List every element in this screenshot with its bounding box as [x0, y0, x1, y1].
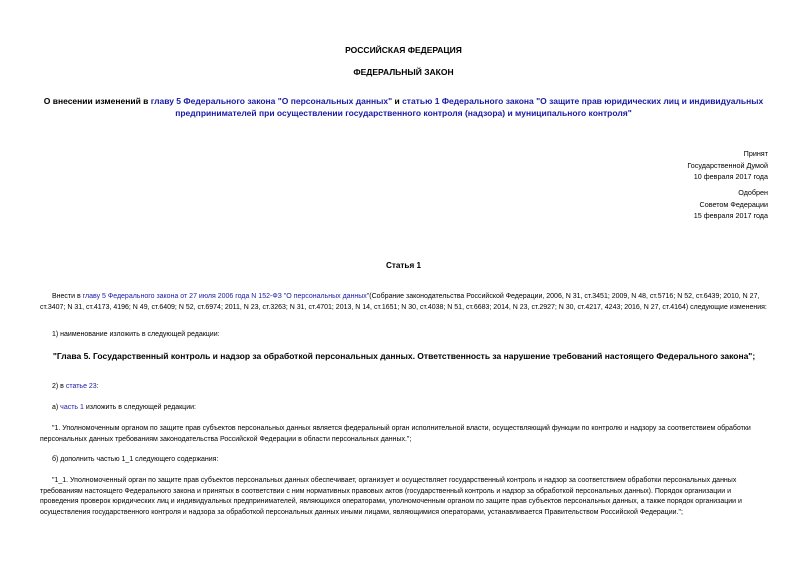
item-a-prefix: а): [52, 404, 61, 411]
law-title-link-chapter[interactable]: главу 5 Федерального закона "О персональных данных": [150, 96, 393, 106]
approved-block: [694, 187, 768, 222]
approved-body: Советом Федерации: [699, 199, 768, 209]
intro-prefix: Внести в: [52, 293, 83, 300]
adopted-date: 10 февраля 2017 года: [693, 172, 768, 181]
country-heading: РОССИЙСКАЯ ФЕДЕРАЦИЯ: [345, 45, 462, 55]
quote-part-1: "1. Уполномоченным органом по защите прав субъектов персональных данных является федеральный орган исполнительной власти, осуществляющий функции по контролю и надзору за соответствием обработки персональных данных требованиям законодательства Российской Федерации в области персональных данных.";: [40, 425, 751, 443]
law-title: [40, 95, 767, 119]
quote-part-1-1: "1_1. Уполномоченный орган по защите прав субъектов персональных данных обеспечивает, организует и осуществляет государственный контроль и надзор за соответствием обработки персональных данных требованиям настоящего Федерального закона и принятых в соответствии с ним нормативных правовых актов (государственный контроль и надзор за обработкой персональных данных). Порядок организации и проведения проверок юридических лиц и индивидуальных предпринимателей, являющихся операторами, уполномоченным органом по защите прав субъектов персональных данных, а также порядок организации и осуществления государственного контроля и надзора за обработкой персональных данных иными лицами, являющимися операторами, устанавливается Правительством Российской Федерации.";: [40, 477, 742, 516]
article-intro: [40, 292, 768, 313]
item-2-prefix: 2) в: [52, 383, 66, 390]
law-title-mid: и: [392, 96, 403, 106]
chapter-title-quote: "Глава 5. Государственный контроль и надзор за обработкой персональных данных. Ответственность за нарушение требований настоящего Федерального закона";: [52, 351, 756, 361]
item-a-suffix: изложить в следующей редакции:: [83, 404, 196, 411]
item-2-link[interactable]: статье 23: [65, 383, 97, 390]
law-type-heading: ФЕДЕРАЛЬНЫЙ ЗАКОН: [353, 67, 454, 77]
item-b: б) дополнить частью 1_1 следующего содержания:: [52, 456, 219, 463]
item-1: 1) наименование изложить в следующей редакции:: [52, 331, 220, 338]
intro-link-chapter[interactable]: главу 5: [82, 293, 106, 300]
article-title: Статья 1: [385, 261, 422, 270]
item-a-link[interactable]: часть 1: [60, 404, 84, 411]
intro-link-law[interactable]: Федерального закона от 27 июля 2006 года N 152-ФЗ "О персональных данных": [107, 293, 370, 300]
item-2: [52, 382, 780, 393]
approved-date: 15 февраля 2017 года: [693, 211, 768, 220]
intro-suffix: (Собрание законодательства Российской Федерации, 2006, N 31, ст.3451; 2009, N 48, ст.5716; N 52, ст.6439; 2010, N 27, ст.3407; N 31, ст.4173, 4196; N 49, ст.6409; N 52, ст.6974; 2011, N 23, ст.3263; N 31, ст.4701; 2013, N 14, ст.1651; N 30, ст.4038; N 51, ст.6683; 2014, N 23, ст.2927; N 30, ст.4217, 4243; 2016, N 27, ст.4164) следующие изменения:: [40, 293, 767, 311]
adopted-label: Принят: [743, 149, 768, 158]
item-a: [52, 403, 780, 414]
approved-label: Одобрен: [738, 188, 768, 197]
law-title-link-article[interactable]: статью 1 Федерального закона "О защите прав юридических лиц и индивидуальных предпринимателей при осуществлении государственного контроля (надзора) и муниципального контроля": [175, 96, 764, 118]
adopted-block: [687, 148, 768, 183]
adopted-body: Государственной Думой: [687, 160, 768, 170]
law-title-prefix: О внесении изменений в: [43, 96, 151, 106]
item-2-suffix: :: [96, 383, 99, 390]
